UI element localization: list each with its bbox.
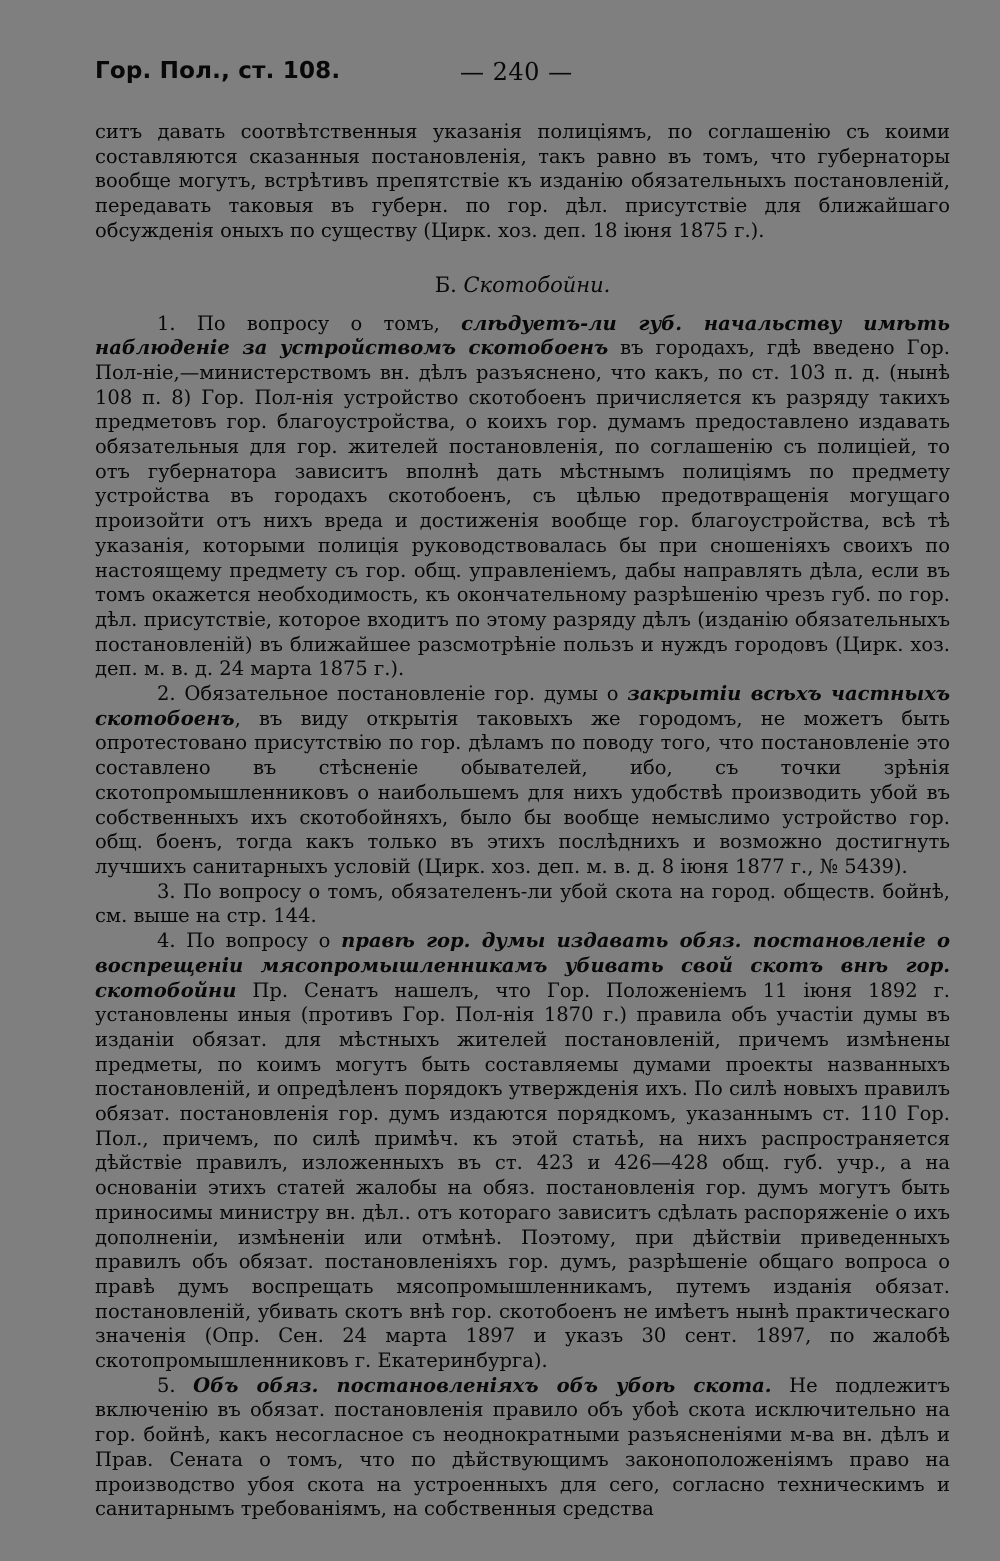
- paragraph-lead: 1. По вопросу о томъ,: [157, 311, 462, 335]
- body-text: [95, 120, 950, 1522]
- paragraph-4: [95, 929, 950, 1374]
- intro-paragraph: ситъ давать соотвѣтственныя указанія полиціямъ, по соглашенію съ коими составляются сказанныя постановленія, такъ равно въ томъ, что губернаторы вообще могутъ, встрѣтивъ препятствіе къ изданію обязательныхъ постановленій, передавать таковыя въ губерн. по гор. дѣл. присутствіе для ближайшаго обсужденія оныхъ по существу (Цирк. хоз. деп. 18 іюня 1875 г.).: [95, 120, 950, 242]
- paragraph-rest: Не подлежитъ включенію въ обязат. постановленія правило объ убоѣ скота исключительно на гор. бойнѣ, какъ несогласное съ неоднократными разъясненіями м-ва вн. дѣлъ и Прав. Сената о томъ, что по дѣйствующимъ законоположеніямъ право на производство убоя скота на устроенныхъ для сего, согласно техническимъ и санитарнымъ требованіямъ, на собственныя средства: [95, 1373, 950, 1521]
- running-head: Гор. Пол., ст. 108.: [95, 58, 341, 84]
- paragraph-rest: Пр. Сенатъ нашелъ, что Гор. Положеніемъ 11 іюня 1892 г. установлены иныя (противъ Гор. Пол-нія 1870 г.) правила объ участіи думы въ изданіи обязат. для мѣстныхъ жителей постановленій, причемъ измѣнены предметы, по коимъ могутъ быть составляемы думами проекты названныхъ постановленій, и опредѣленъ порядокъ утвержденія ихъ. По силѣ новыхъ правилъ обязат. постановленія гор. думъ издаются порядкомъ, указаннымъ ст. 110 Гор. Пол., причемъ, по силѣ примѣч. къ этой статьѣ, на нихъ распространяется дѣйствіе правилъ, изложенныхъ въ ст. 423 и 426—428 общ. губ. учр., а на основаніи этихъ статей жалобы на обяз. постановленія гор. думъ могутъ быть приносимы министру вн. дѣл.. отъ котораго зависитъ сдѣлать распоряженіе о ихъ дополненіи, измѣненіи или отмѣнѣ. Поэтому, при дѣйствіи приведенныхъ правилъ объ обязат. постановленіяхъ гор. думъ, разрѣшеніе общаго вопроса о правѣ думъ воспрещать мясопромышленникамъ, путемъ изданія обязат. постановленій, убивать скотъ внѣ гор. скотобоенъ не имѣетъ нынѣ практическаго значенія (Опр. Сен. 24 марта 1897 и указъ 30 сент. 1897, по жалобѣ скотопромышленниковъ г. Екатеринбурга).: [95, 978, 950, 1373]
- paragraph-lead: 2. Обязательное постановленіе гор. думы о: [157, 682, 628, 706]
- paragraph-5: [95, 1374, 950, 1522]
- paragraph-emphasis: правѣ гор. думы издавать обяз. постановленіе о воспрещеніи мясопромышленникамъ убивать свой скотъ внѣ гор. скотобойни: [95, 929, 951, 1002]
- paragraph-lead: 5.: [157, 1373, 194, 1397]
- paragraph-2: [95, 682, 950, 880]
- page-header: [95, 58, 950, 92]
- paragraph-lead: 4. По вопросу о: [157, 929, 342, 953]
- section-heading: [95, 272, 950, 298]
- page-number: — 240 —: [460, 58, 573, 86]
- paragraph-3: [95, 880, 950, 929]
- section-letter: Б.: [434, 272, 457, 297]
- paragraph-emphasis: слѣдуетъ-ли губ. начальству имѣть наблюденіе за устройствомъ скотобоенъ: [95, 311, 950, 360]
- paragraph-lead: 3. По вопросу о томъ, обязателенъ-ли убой скота на город. обществ. бойнѣ, см. выше на стр. 144.: [95, 879, 950, 928]
- section-title: Скотобойни.: [463, 272, 611, 297]
- paragraph-rest: , въ виду открытія таковыхъ же городомъ, не можетъ быть опротестовано присутствію по гор. дѣламъ по поводу того, что постановленіе это составлено въ стѣсненіе обывателей, ибо, съ точки зрѣнія скотопромышленниковъ о наибольшемъ для нихъ удобствѣ производить убой въ собственныхъ ихъ скотобойняхъ, было бы вообще немыслимо устройство гор. общ. боенъ, тогда какъ только въ этихъ послѣднихъ и возможно достигнуть лучшихъ санитарныхъ условій (Цирк. хоз. деп. м. в. д. 8 іюня 1877 г., № 5439).: [95, 706, 950, 878]
- paragraph-emphasis: Объ обяз. постановленіяхъ объ убоѣ скота.: [193, 1373, 772, 1397]
- paragraph-1: [95, 312, 950, 683]
- paragraph-rest: въ городахъ, гдѣ введено Гор. Пол-ніе,—министерствомъ вн. дѣлъ разъяснено, что какъ, по ст. 103 п. д. (нынѣ 108 п. 8) Гор. Пол-нія устройство скотобоенъ причисляется къ разряду такихъ предметовъ гор. благоустройства, о коихъ гор. думамъ предоставлено издавать обязательныя для гор. жителей постановленія, по соглашенію съ полиціей, то отъ губернатора зависитъ вполнѣ дать мѣстнымъ полиціямъ по предмету устройства въ городахъ скотобоенъ, съ цѣлью предотвращенія могущаго произойти отъ нихъ вреда и достиженія вообще гор. благоустройства, всѣ тѣ указанія, которыми полиція руководствовалась бы при сношеніяхъ своихъ по настоящему предмету съ гор. общ. управленіемъ, дабы направлять дѣла, если въ томъ окажется необходимость, къ окончательному разрѣшенію чрезъ губ. по гор. дѣл. присутствіе, которое входитъ по этому разряду дѣлъ (изданію обязательныхъ постановленій) въ ближайшее разсмотрѣніе пользъ и нуждъ городовъ (Цирк. хоз. деп. м. в. д. 24 марта 1875 г.).: [95, 336, 950, 681]
- paragraph-emphasis: закрытіи всѣхъ частныхъ скотобоенъ: [95, 682, 950, 730]
